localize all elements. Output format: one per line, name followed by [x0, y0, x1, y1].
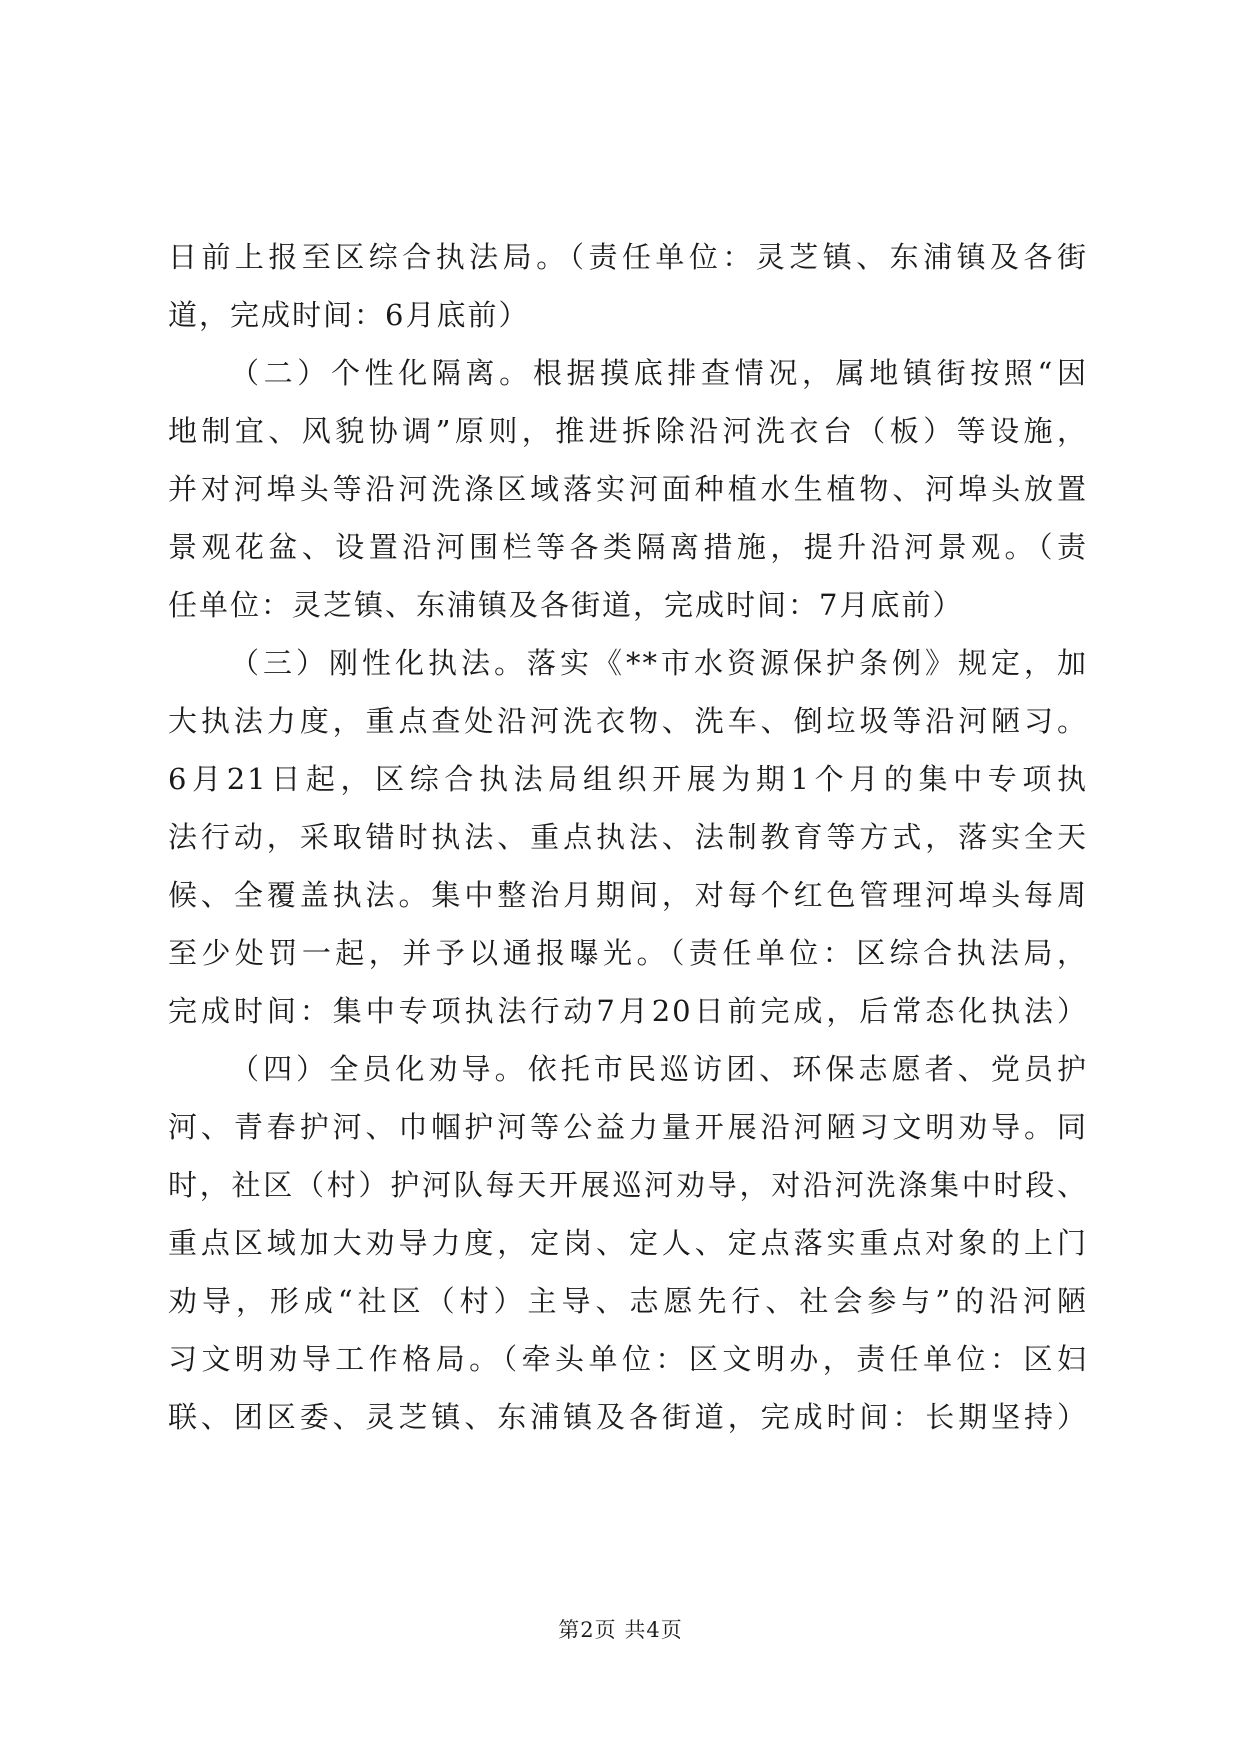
body-text: [168, 228, 1088, 1446]
text-line: 地制宜、风貌协调”原则，推进拆除沿河洗衣台（板）等设施，: [168, 414, 1088, 448]
text-line: 任单位：灵芝镇、东浦镇及各街道，完成时间：7月底前）: [168, 588, 964, 622]
text-line: 河、青春护河、巾帼护河等公益力量开展沿河陋习文明劝导。同: [168, 1110, 1088, 1144]
text-line: 完成时间：集中专项执法行动7月20日前完成，后常态化执法）: [168, 994, 1088, 1028]
text-line: 法行动，采取错时执法、重点执法、法制教育等方式，落实全天: [168, 820, 1088, 854]
section-heading-line: （二）个性化隔离。根据摸底排查情况，属地镇街按照“因: [230, 356, 1088, 390]
text-line: 并对河埠头等沿河洗涤区域落实河面种植水生植物、河埠头放置: [168, 472, 1088, 506]
text-line: 候、全覆盖执法。集中整治月期间，对每个红色管理河埠头每周: [168, 878, 1088, 912]
text-line: 至少处罚一起，并予以通报曝光。（责任单位：区综合执法局，: [168, 936, 1088, 970]
text-line: 日前上报至区综合执法局。（责任单位：灵芝镇、东浦镇及各街: [168, 240, 1088, 274]
page-number-footer: 第2页 共4页: [558, 1618, 683, 1642]
text-line: 联、团区委、灵芝镇、东浦镇及各街道，完成时间：长期坚持）: [168, 1400, 1088, 1434]
text-line: 时，社区（村）护河队每天开展巡河劝导，对沿河洗涤集中时段、: [168, 1168, 1088, 1202]
text-line: 景观花盆、设置沿河围栏等各类隔离措施，提升沿河景观。（责: [168, 530, 1088, 564]
text-line: 道，完成时间：6月底前）: [168, 298, 530, 332]
text-line: 重点区域加大劝导力度，定岗、定人、定点落实重点对象的上门: [168, 1226, 1088, 1260]
text-line: 习文明劝导工作格局。（牵头单位：区文明办，责任单位：区妇: [168, 1342, 1088, 1376]
text-line: 劝导，形成“社区（村）主导、志愿先行、社会参与”的沿河陋: [168, 1284, 1088, 1318]
text-line: 6月21日起，区综合执法局组织开展为期1个月的集中专项执: [168, 762, 1088, 796]
text-line: 大执法力度，重点查处沿河洗衣物、洗车、倒垃圾等沿河陋习。: [168, 704, 1088, 738]
section-heading-line: （四）全员化劝导。依托市民巡访团、环保志愿者、党员护: [230, 1052, 1088, 1086]
section-heading-line: （三）刚性化执法。落实《**市水资源保护条例》规定，加: [230, 646, 1088, 680]
